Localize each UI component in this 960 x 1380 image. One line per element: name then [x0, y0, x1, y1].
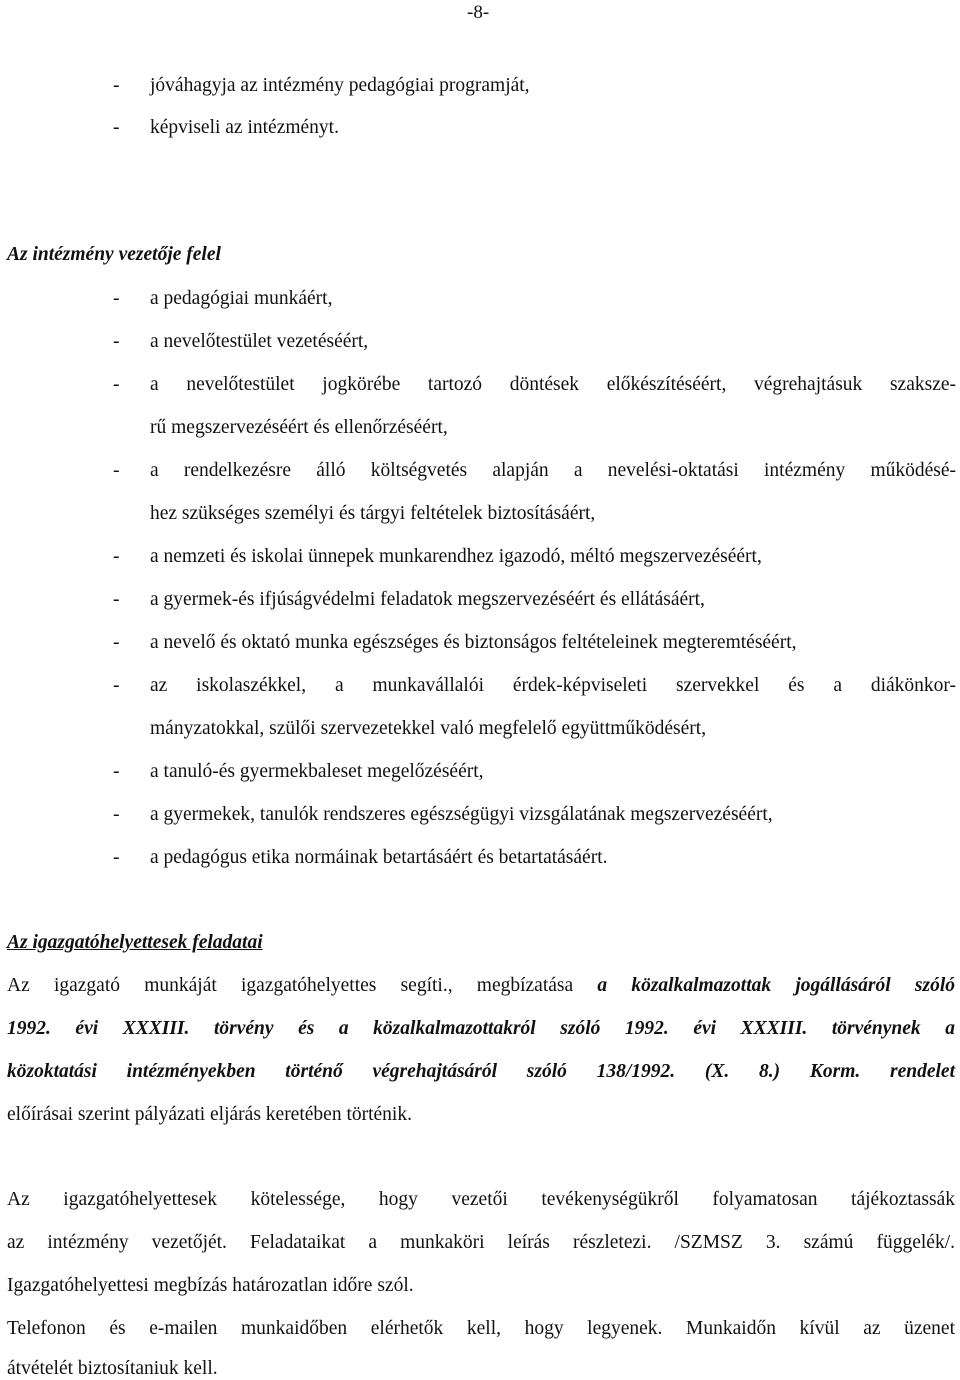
list-dash: - [113, 460, 120, 481]
list-dash: - [113, 804, 120, 825]
list-item-text: a gyermek-és ifjúságvédelmi feladatok megszervezéséért és ellátásáért, [150, 589, 705, 610]
list-item-text: képviseli az intézményt. [150, 117, 339, 138]
list-dash: - [113, 374, 120, 395]
paragraph-line: közoktatási intézményekben történő végrehajtásáról szóló 138/1992. (X. 8.) Korm. rendelet [7, 1061, 955, 1082]
list-dash: - [113, 546, 120, 567]
list-item-text: a nevelőtestület jogkörébe tartozó döntések előkészítéséért, végrehajtásuk szaksze- [150, 374, 956, 395]
paragraph-line: az intézmény vezetőjét. Feladataikat a munkaköri leírás részletezi. /SZMSZ 3. számú függelék/. [7, 1232, 955, 1253]
list-dash: - [113, 117, 120, 138]
list-item-text: jóváhagyja az intézmény pedagógiai programját, [150, 75, 530, 96]
list-dash: - [113, 632, 120, 653]
list-dash: - [113, 761, 120, 782]
list-item-text: az iskolaszékkel, a munkavállalói érdek-képviseleti szervekkel és a diákönkor- [150, 675, 956, 696]
list-item-text: a nemzeti és iskolai ünnepek munkarendhez igazodó, méltó megszervezéséért, [150, 546, 762, 567]
list-item-continuation: rű megszervezéséért és ellenőrzéséért, [150, 417, 448, 438]
section-heading-deputies: Az igazgatóhelyettesek feladatai [7, 932, 263, 953]
list-dash: - [113, 288, 120, 309]
paragraph-line: előírásai szerint pályázati eljárás keretében történik. [7, 1104, 412, 1125]
paragraph-line: átvételét biztosítaniuk kell. [7, 1358, 218, 1379]
paragraph-line [7, 974, 955, 998]
list-item-text: a tanuló-és gyermekbaleset megelőzéséért, [150, 761, 484, 782]
list-item-text: a nevelő és oktató munka egészséges és biztonságos feltételeinek megteremtéséért, [150, 632, 797, 653]
section-heading-responsibility: Az intézmény vezetője felel [7, 244, 221, 265]
list-item-text: a gyermekek, tanulók rendszeres egészségügyi vizsgálatának megszervezéséért, [150, 804, 773, 825]
list-dash: - [113, 675, 120, 696]
paragraph-line: 1992. évi XXXIII. törvény és a közalkalmazottakról szóló 1992. évi XXXIII. törvénynek a [7, 1018, 955, 1039]
list-dash: - [113, 75, 120, 96]
text-run-bold-italic: a közalkalmazottak jogállásáról szóló [597, 975, 955, 996]
paragraph-line: Az igazgatóhelyettesek kötelessége, hogy vezetői tevékenységükről folyamatosan tájékoztassák [7, 1189, 955, 1210]
list-dash: - [113, 331, 120, 352]
list-item-text: a nevelőtestület vezetéséért, [150, 331, 369, 352]
list-item-text: a rendelkezésre álló költségvetés alapján a nevelési-oktatási intézmény működésé- [150, 460, 956, 481]
paragraph-line: Igazgatóhelyettesi megbízás határozatlan időre szól. [7, 1275, 414, 1296]
list-dash: - [113, 589, 120, 610]
list-item-continuation: hez szükséges személyi és tárgyi feltételek biztosításáért, [150, 503, 596, 524]
list-item-text: a pedagógus etika normáinak betartásáért és betartatásáért. [150, 847, 608, 868]
list-dash: - [113, 847, 120, 868]
list-item-continuation: mányzatokkal, szülői szervezetekkel való megfelelő együttműködésért, [150, 718, 707, 739]
text-run: Az igazgató munkáját igazgatóhelyettes segíti., megbízatása [7, 975, 598, 996]
list-item-text: a pedagógiai munkáért, [150, 288, 333, 309]
page-number: -8- [467, 2, 490, 23]
paragraph-line: Telefonon és e-mailen munkaidőben elérhetők kell, hogy legyenek. Munkaidőn kívül az üzenet [7, 1318, 955, 1339]
